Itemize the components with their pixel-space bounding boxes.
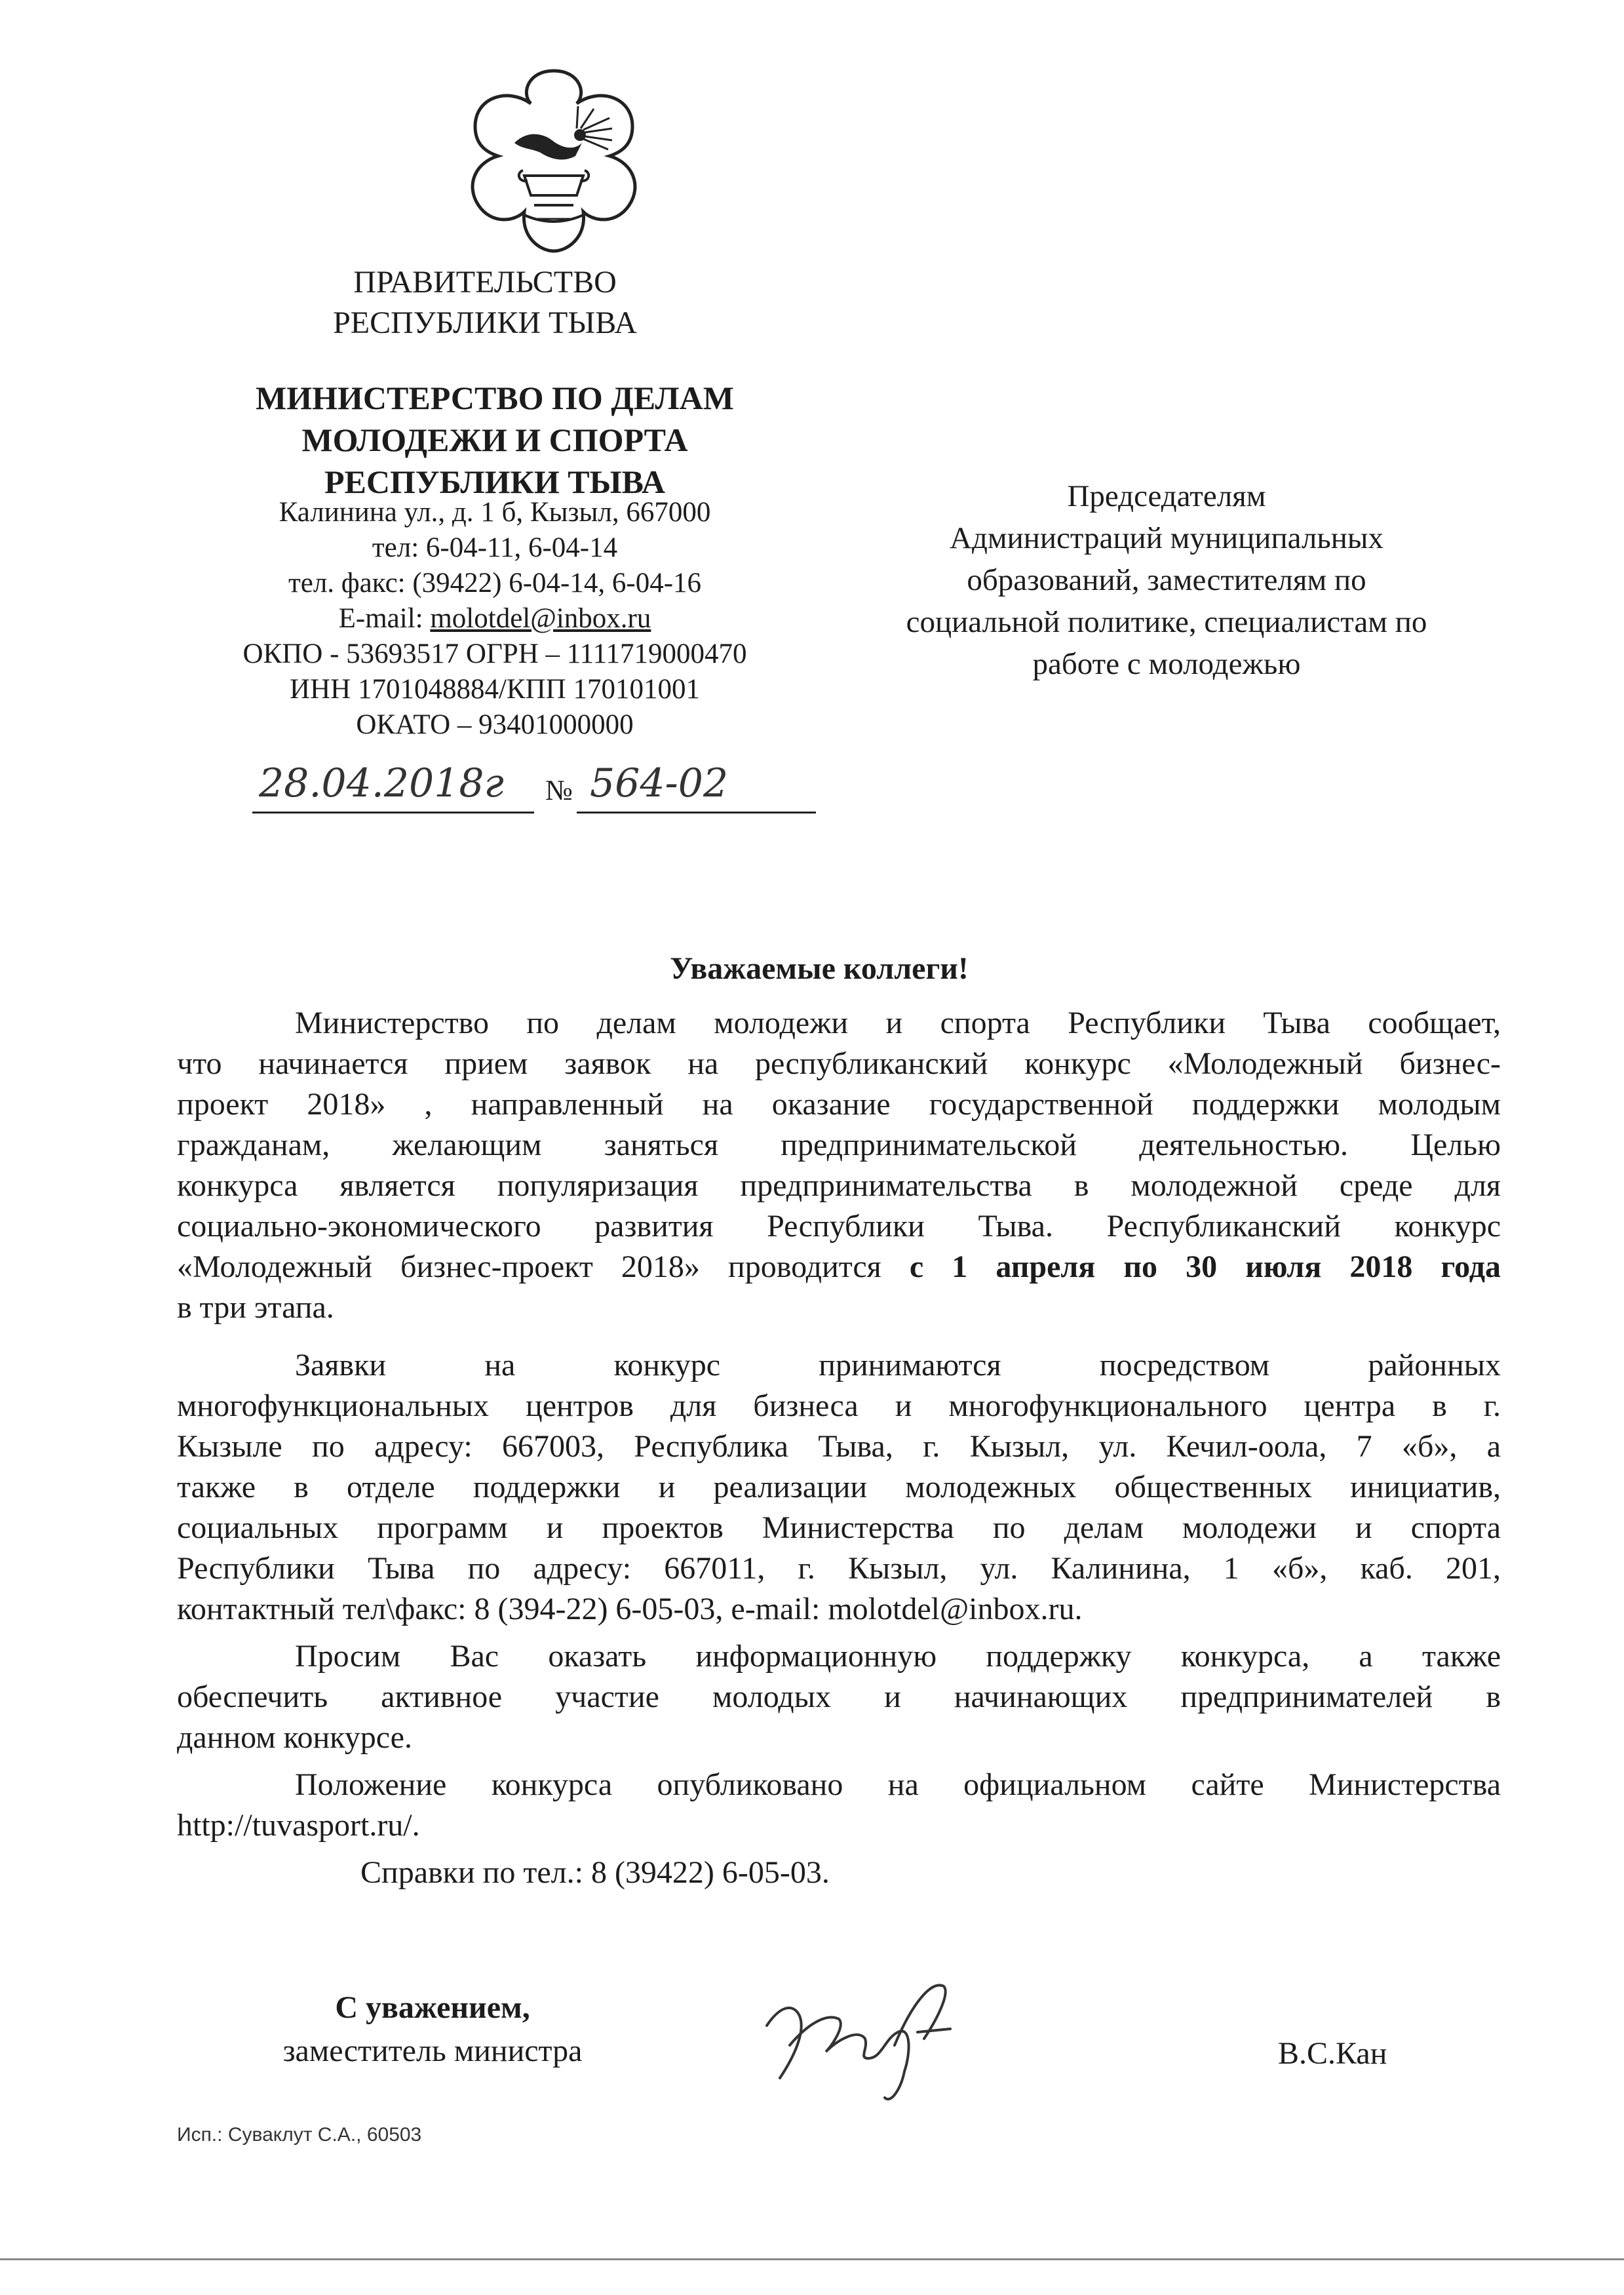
number-underline [577, 812, 816, 814]
outgoing-number: 564-02 [590, 760, 729, 806]
p1-line4: гражданам, желающим заняться предпринимательской деятельностью. Целью [177, 1128, 1501, 1162]
handwritten-signature [754, 1967, 970, 2117]
p5-line: Справки по тел.: 8 (39422) 6-05-03. [360, 1855, 830, 1890]
government-name-line2: РЕСПУБЛИКИ ТЫВА [333, 305, 637, 340]
outgoing-date: 28.04.2018г [259, 760, 504, 806]
p1-line6: социально-экономического развития Республики Тыва. Республиканский конкурс [177, 1209, 1501, 1244]
p1-line5: конкурса является популяризация предпринимательства в молодежной среде для [177, 1168, 1501, 1203]
coat-of-arms-emblem [446, 64, 662, 256]
signer-position: заместитель министра [282, 2033, 583, 2068]
number-sign: № [545, 774, 573, 806]
p2-line3: Кызыле по адресу: 667003, Республика Тыва, г. Кызыл, ул. Кечил-оола, 7 «б», а [177, 1429, 1501, 1464]
p2-line5: социальных программ и проектов Министерства по делам молодежи и спорта [177, 1510, 1501, 1545]
addressee-line4: социальной политике, специалистам по [906, 605, 1427, 639]
letter-greeting: Уважаемые коллеги! [670, 951, 969, 986]
letter-body [177, 1003, 1501, 1893]
p3-line3: данном конкурсе. [177, 1720, 412, 1755]
ministry-phone: тел: 6-04-11, 6-04-14 [372, 532, 618, 563]
addressee-line2: Администраций муниципальных [950, 521, 1383, 555]
p1-line3: проект 2018» , направленный на оказание государственной поддержки молодым [177, 1087, 1501, 1122]
ministry-name-line1: МИНИСТЕРСТВО ПО ДЕЛАМ [256, 380, 734, 416]
p2-line7: контактный тел\факс: 8 (394-22) 6-05-03, e-mail: molotdel@inbox.ru. [177, 1592, 1083, 1626]
ministry-fax: тел. факс: (39422) 6-04-14, 6-04-16 [288, 568, 702, 598]
p3-line1: Просим Вас оказать информационную поддержку конкурса, а также [295, 1639, 1501, 1674]
executor-info: Исп.: Суваклут С.А., 60503 [177, 2124, 422, 2146]
regards: С уважением, [335, 1990, 530, 2025]
inn-kpp: ИНН 1701048884/КПП 170101001 [290, 674, 700, 705]
p4-line1: Положение конкурса опубликовано на официальном сайте Министерства [295, 1767, 1501, 1802]
p4-line2: http://tuvasport.ru/. [177, 1808, 420, 1843]
p2-line2: многофункциональных центров для бизнеса и многофункционального центра в г. [177, 1388, 1501, 1423]
p3-line2: обеспечить активное участие молодых и начинающих предпринимателей в [177, 1679, 1501, 1714]
p1-line7-text: «Молодежный бизнес-проект 2018» проводится [177, 1249, 910, 1284]
p2-line4: также в отделе поддержки и реализации молодежных общественных инициатив, [177, 1470, 1501, 1504]
addressee-line1: Председателям [1067, 479, 1266, 513]
ministry-name-line3: РЕСПУБЛИКИ ТЫВА [324, 463, 665, 500]
p1-line1: Министерство по делам молодежи и спорта Республики Тыва сообщает, [295, 1006, 1501, 1040]
email-label: E-mail: [338, 603, 431, 634]
p2-line1: Заявки на конкурс принимаются посредством районных [295, 1348, 1501, 1383]
okpo-ogrn: ОКПО - 53693517 ОГРН – 1111719000470 [242, 638, 747, 669]
p1-line8: в три этапа. [177, 1290, 334, 1325]
ministry-email-line [190, 601, 800, 637]
ministry-name-line2: МОЛОДЕЖИ И СПОРТА [301, 422, 688, 458]
p2-line6: Республики Тыва по адресу: 667011, г. Кызыл, ул. Калинина, 1 «б», каб. 201, [177, 1551, 1501, 1586]
email-link[interactable]: molotdel@inbox.ru [430, 603, 651, 634]
signer-name: В.С.Кан [1278, 2036, 1387, 2071]
government-name-line1: ПРАВИТЕЛЬСТВО [353, 265, 617, 300]
page-bottom-edge [0, 2258, 1624, 2260]
addressee-line5: работе с молодежью [1032, 647, 1301, 681]
contest-dates: с 1 апреля по 30 июля 2018 года [909, 1249, 1501, 1284]
addressee-line3: образований, заместителям по [967, 563, 1366, 597]
ministry-address: Калинина ул., д. 1 б, Кызыл, 667000 [279, 497, 711, 528]
p1-line7 [177, 1247, 1501, 1287]
p1-line2: что начинается прием заявок на республиканский конкурс «Молодежный бизнес- [177, 1046, 1501, 1081]
date-underline [252, 812, 534, 814]
okato: ОКАТО – 93401000000 [356, 709, 634, 740]
